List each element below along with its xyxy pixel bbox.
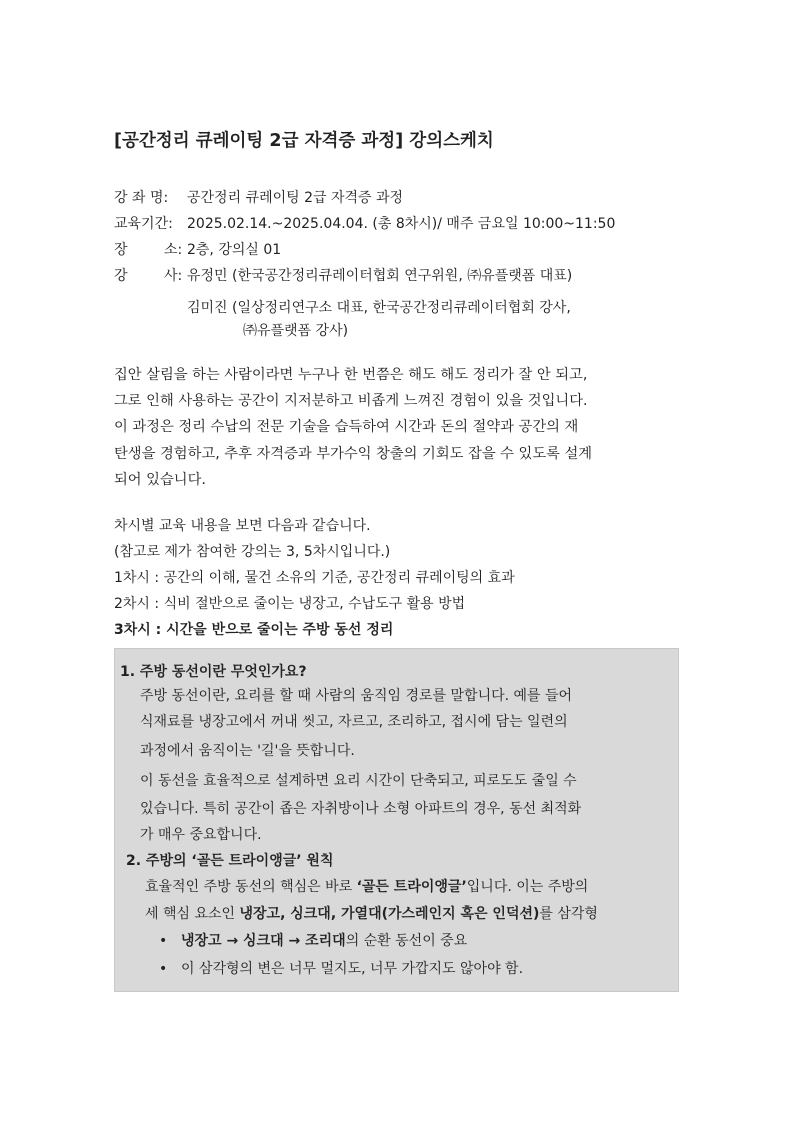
instructor-row xyxy=(114,266,572,286)
text-run: 효율적인 주방 동선의 핵심은 바로 xyxy=(145,879,357,895)
period-row xyxy=(114,214,615,234)
session-item: 1차시 : 공간의 이해, 물건 소유의 기준, 공간정리 큐레이팅의 효과 xyxy=(114,570,515,586)
instructor-2-line1: 김미진 (일상정리연구소 대표, 한국공간정리큐레이터협회 강사, xyxy=(187,300,571,316)
bullet-item xyxy=(159,959,523,979)
box-text-line: 있습니다. 특히 공간이 좁은 자취방이나 소형 아파트의 경우, 동선 최적화 xyxy=(140,801,582,817)
box-text-line xyxy=(145,877,588,897)
box-text-line xyxy=(145,904,598,924)
section-heading-2: 2. 주방의 ‘골든 트라이앵글’ 원칙 xyxy=(126,853,334,869)
course-name-label: 강 좌 명: xyxy=(114,190,169,206)
text-run: 를 삼각형 xyxy=(539,906,598,922)
kitchen-elements-term: 냉장고, 싱크대, 가열대(가스레인지 혹은 인덕션) xyxy=(239,906,540,922)
text-run: 입니다. 이는 주방의 xyxy=(466,879,589,895)
instructor-2-line2: ㈜유플랫폼 강사) xyxy=(243,323,349,339)
course-name-value: 공간정리 큐레이팅 2급 자격증 과정 xyxy=(187,190,404,206)
period-label: 교육기간: xyxy=(114,216,173,232)
sessions-note: (참고로 제가 참여한 강의는 3, 5차시입니다.) xyxy=(114,544,391,560)
place-label-a: 장 xyxy=(114,242,128,258)
box-text-line: 이 동선을 효율적으로 설계하면 요리 시간이 단축되고, 피로도도 줄일 수 xyxy=(140,773,577,789)
intro-line: 그로 인해 사용하는 공간이 지저분하고 비좁게 느껴진 경험이 있을 것입니다. xyxy=(114,393,588,410)
text-run: 의 순환 동선이 중요 xyxy=(345,933,468,949)
text-run: 세 핵심 요소인 xyxy=(145,906,240,922)
box-text-line: 과정에서 움직이는 '길'을 뜻합니다. xyxy=(140,743,355,759)
flow-term: 냉장고 → 싱크대 → 조리대 xyxy=(181,933,346,949)
box-text-line: 가 매우 중요합니다. xyxy=(140,827,262,843)
session-summary-box xyxy=(114,648,679,992)
sessions-intro: 차시별 교육 내용을 보면 다음과 같습니다. xyxy=(114,518,371,534)
instructor-label-b: 사: xyxy=(164,268,183,284)
text-run: 이 삼각형의 변은 너무 멀지도, 너무 가깝지도 않아야 함. xyxy=(181,961,524,977)
place-label-b: 소: xyxy=(164,242,183,258)
intro-paragraph xyxy=(114,362,680,493)
intro-line: 이 과정은 정리 수납의 전문 기술을 습득하여 시간과 돈의 절약과 공간의 재 xyxy=(114,419,579,436)
course-name-row xyxy=(114,188,403,208)
place-value: 2층, 강의실 01 xyxy=(187,242,282,258)
intro-line: 집안 살림을 하는 사람이라면 누구나 한 번쯤은 해도 해도 정리가 잘 안 되고, xyxy=(114,367,588,383)
bullet-item xyxy=(159,931,467,951)
box-text-line: 식재료를 냉장고에서 꺼내 씻고, 자르고, 조리하고, 접시에 담는 일련의 xyxy=(140,714,568,730)
bullet-icon: • xyxy=(159,961,168,977)
place-row xyxy=(114,240,281,260)
instructor-label-a: 강 xyxy=(114,268,128,284)
session-item-highlight: 3차시 : 시간을 반으로 줄이는 주방 동선 정리 xyxy=(114,622,394,638)
box-text-line: 주방 동선이란, 요리를 할 때 사람의 움직임 경로를 말합니다. 예를 들어 xyxy=(140,688,573,704)
bullet-icon: • xyxy=(159,933,168,949)
document-title: [공간정리 큐레이팅 2급 자격증 과정] 강의스케치 xyxy=(114,131,494,151)
golden-triangle-term: ‘골든 트라이앵글’ xyxy=(356,879,467,895)
intro-line: 되어 있습니다. xyxy=(114,471,206,488)
session-item: 2차시 : 식비 절반으로 줄이는 냉장고, 수납도구 활용 방법 xyxy=(114,596,466,612)
section-heading-1: 1. 주방 동선이란 무엇인가요? xyxy=(120,664,307,680)
period-value: 2025.02.14.~2025.04.04. (총 8차시)/ 매주 금요일 10:00~11:50 xyxy=(187,216,616,232)
intro-line: 탄생을 경험하고, 추후 자격증과 부가수익 창출의 기회도 잡을 수 있도록 설계 xyxy=(114,445,593,462)
instructor-1: 유정민 (한국공간정리큐레이터협회 연구위원, ㈜유플랫폼 대표) xyxy=(187,268,573,284)
